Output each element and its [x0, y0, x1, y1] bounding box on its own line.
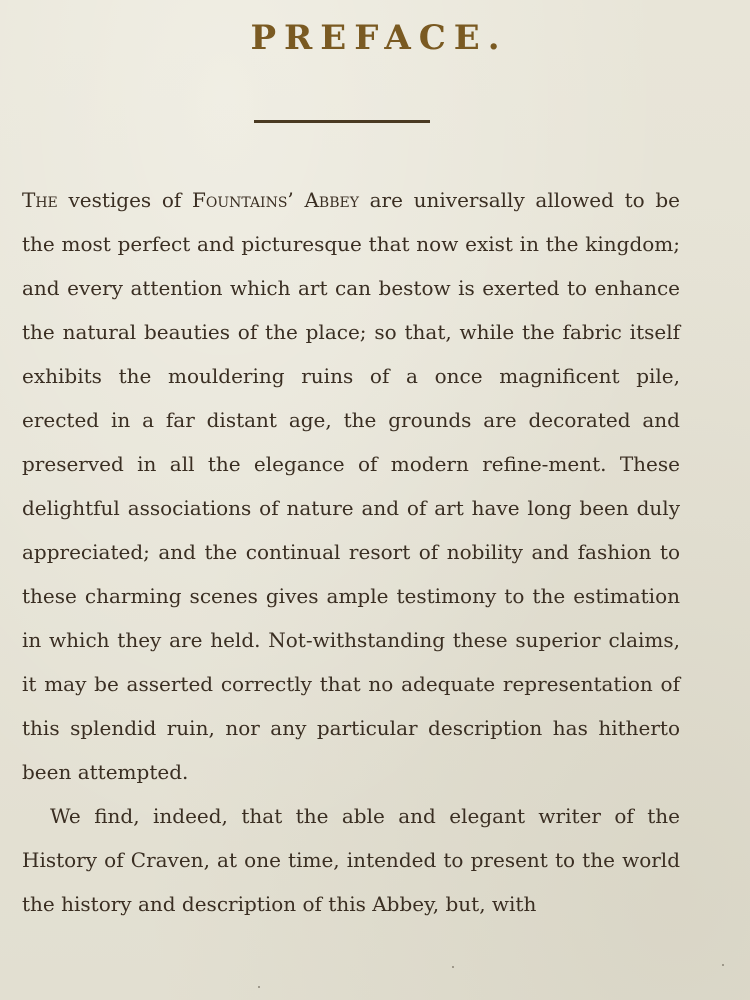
paragraph-1-space — [294, 188, 305, 212]
name-fountains: Fountains’ — [191, 188, 294, 212]
page-title: PREFACE. — [250, 18, 508, 58]
title-rule-divider — [254, 120, 430, 123]
name-abbey: Abbey — [304, 188, 359, 212]
lead-word: The — [22, 188, 58, 212]
paragraph-2: We find, indeed, that the able and elegant writer of the History of Craven, at one time, intended to present to the world the history and description of this Abbey, but, with — [22, 804, 680, 916]
paragraph-1 — [22, 178, 680, 794]
paragraph-1-text-a: vestiges of — [57, 188, 192, 212]
preface-body — [22, 178, 680, 926]
paragraph-1-text-b: are universally allowed to be the most perfect and picturesque that now exist in the kingdom; and every attention which art can bestow is exerted to enhance the natural beauties of the place; so that, while the fabric itself exhibits the mouldering ruins of a once magnificent pile, erected in a far distant age, the grounds are decorated and preserved in all the elegance of modern refine-ment. These delightful associations of nature and of art have long been duly appreciated; and the continual resort of nobility and fashion to these charming scenes gives ample testimony to the estimation in which they are held. Not-withstanding these superior claims, it may be asserted correctly that no adequate representation of this splendid ruin, nor any particular description has hitherto been attempted. — [22, 188, 680, 784]
